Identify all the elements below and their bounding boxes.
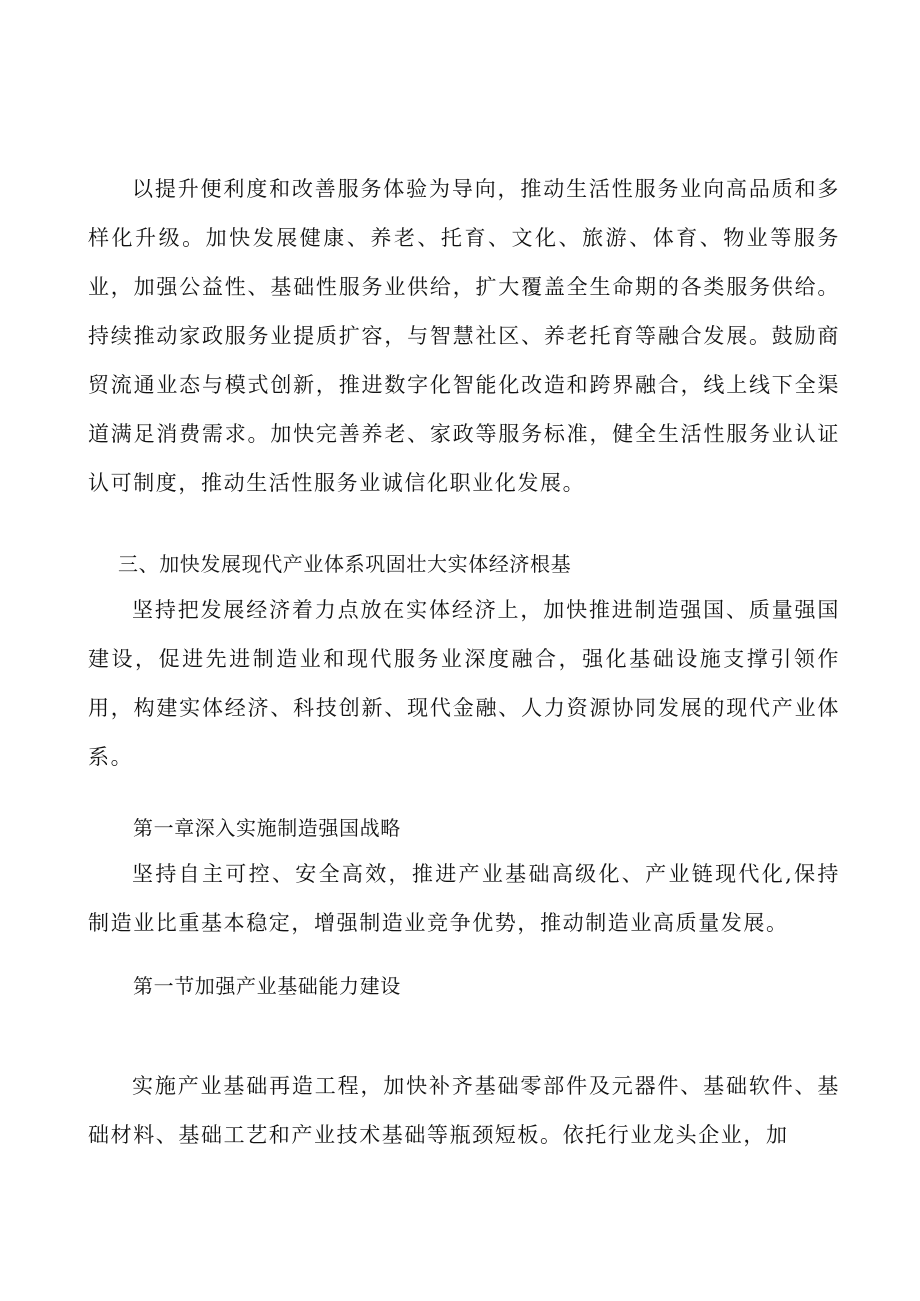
subsection-heading: 第一节加强产业基础能力建设 bbox=[133, 974, 401, 998]
section-heading: 三、加快发展现代产业体系巩固壮大实体经济根基 bbox=[118, 552, 572, 576]
body-paragraph: 坚持自主可控、安全高效，推进产业基础高级化、产业链现代化,保持制造业比重基本稳定，增强制造业竞争优势，推动制造业高质量发展。 bbox=[88, 862, 840, 935]
body-paragraph: 以提升便利度和改善服务体验为导向，推动生活性服务业向高品质和多样化升级。加快发展健康、养老、托育、文化、旅游、体育、物业等服务业，加强公益性、基础性服务业供给，扩大覆盖全生命期的各类服务供给。持续推动家政服务业提质扩容，与智慧社区、养老托育等融合发展。鼓励商贸流通业态与模式创新，推进数字化智能化改造和跨界融合，线上线下全渠道满足消费需求。加快完善养老、家政等服务标准，健全生活性服务业认证认可制度，推动生活性服务业诚信化职业化发展。 bbox=[88, 177, 840, 495]
chapter-heading: 第一章深入实施制造强国战略 bbox=[133, 816, 401, 840]
body-paragraph: 实施产业基础再造工程，加快补齐基础零部件及元器件、基础软件、基础材料、基础工艺和产业技术基础等瓶颈短板。依托行业龙头企业，加 bbox=[88, 1074, 840, 1147]
body-paragraph: 坚持把发展经济着力点放在实体经济上，加快推进制造强国、质量强国建设，促进先进制造业和现代服务业深度融合，强化基础设施支撑引领作用，构建实体经济、科技创新、现代金融、人力资源协同发展的现代产业体系。 bbox=[88, 598, 840, 769]
